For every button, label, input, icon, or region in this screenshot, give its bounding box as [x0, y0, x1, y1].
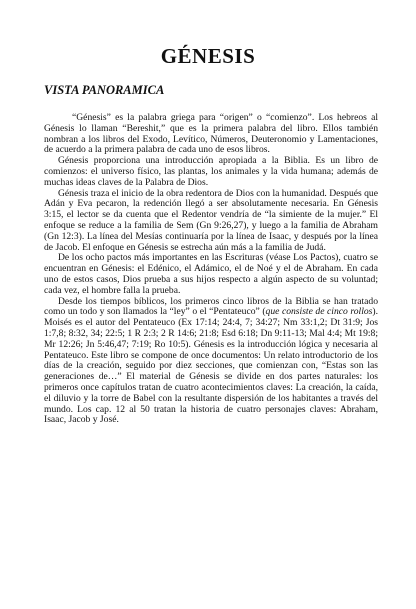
paragraph: “Génesis” es la palabra griega para “origen” o “comienzo”. Los hebreos al Génesis lo llaman “Bereshit,” que es la primera palabra del libro. Ellos también nombran a los libros del Exodo, Levítico, Números, Deuteronomio y Lamentaciones, de acuerdo a la primera palabra de cada uno de esos libros.	[44, 112, 378, 156]
paragraph-text: ). Moisés es el autor del Pentateuco (Ex 17:14; 24:4, 7; 34:27; Nm 33:1,2; Dt 31:9; Jos 1:7,8; 8:32, 34; 22:5; 1 R 2:3; 2 R 14:6; 21:8; Esd 6:18; Dn 9:11-13; Mal 4:4; Mt 19:8; Mr 12:26; Jn 5:46,47; 7:19; Ro 10:5). Génesis es la introducción lógica y necesaria al Pentateuco. Este libro se compone de once documentos: Un relato introductorio de los días de la creación, seguido por diez secciones, que comienzan con, “Estas son las generaciones de…” El material de Génesis se divide en dos partes naturales: los primeros once capítulos tratan de cuatro acontecimientos claves: La creación, la caída, el diluvio y la torre de Babel con la resultante dispersión de los habitantes a través del mundo. Los cap. 12 al 50 tratan la historia de cuatro personajes claves: Abraham, Isaac, Jacob y José.	[44, 306, 378, 426]
page-title: GÉNESIS	[160, 44, 256, 68]
paragraph: Génesis traza el inicio de la obra redentora de Dios con la humanidad. Después que Adán y Eva pecaron, la redención llegó a ser absolutamente necesaria. En Génesis 3:15, el lector se da cuenta que el Redentor vendría de “la simiente de la mujer.” El enfoque se reduce a la familia de Sem (Gn 9:26,27), y luego a la familia de Abraham (Gn 12:3). La línea del Mesías continuaría por la línea de Isaac, y después por la línea de Jacob. El enfoque en Génesis se estrecha aún más a la familia de Judá.	[44, 187, 378, 253]
paragraph-text: Desde los tiempos bíblicos, los primeros cinco libros de la Biblia se han tratado como un todo y son llamados la “ley” o el “Pentateuco” (	[44, 295, 378, 318]
body-text	[44, 113, 378, 426]
paragraph: Génesis proporciona una introducción apropiada a la Biblia. Es un libro de comienzos: el universo físico, las plantas, los animales y la vida humana; además de muchas ideas claves de la Palabra de Dios.	[44, 155, 378, 188]
paragraph	[44, 297, 378, 427]
italic-phrase: que consiste de cinco rollos	[265, 306, 373, 318]
paragraph: De los ocho pactos más importantes en las Escrituras (véase Los Pactos), cuatro se encuentran en Génesis: el Edénico, el Adámico, el de Noé y el de Abraham. En cada uno de estos casos, Dios prueba a sus hijos respecto a algún aspecto de su voluntad; cada vez, el hombre falla la prueba.	[44, 252, 378, 296]
section-heading: VISTA PANORAMICA	[44, 83, 165, 97]
